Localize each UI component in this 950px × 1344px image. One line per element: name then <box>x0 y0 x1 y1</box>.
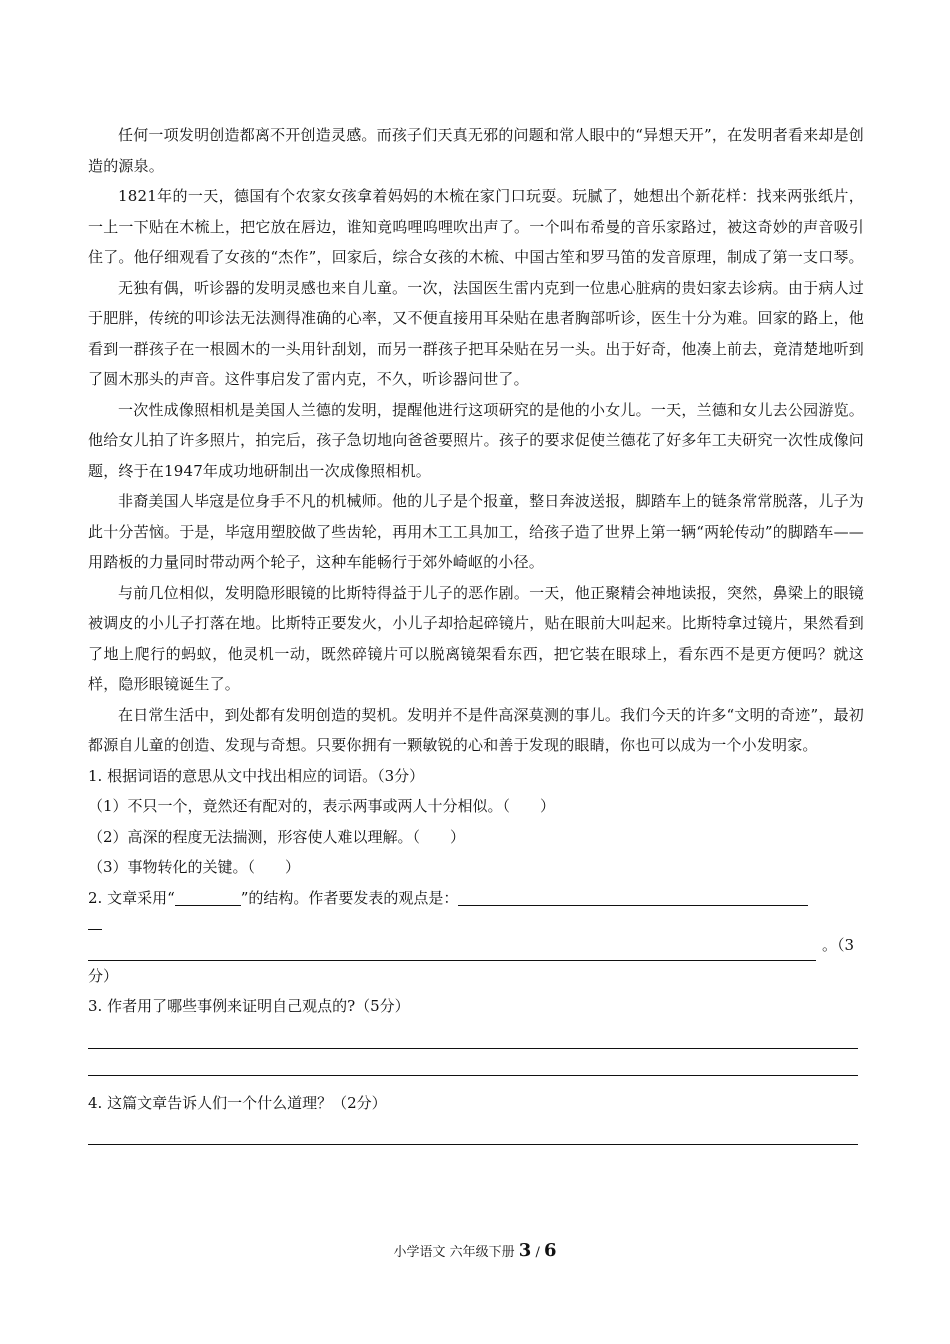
question-4-stem: 4. 这篇文章告诉人们一个什么道理？（2分） <box>88 1093 387 1112</box>
question-3-answer-line-2[interactable] <box>88 1049 858 1076</box>
document-body <box>88 120 864 1145</box>
paragraph-3: 无独有偶，听诊器的发明灵感也来自儿童。一次，法国医生雷内克到一位患心脏病的贵妇家去诊病。由于病人过于肥胖，传统的叩诊法无法测得准确的心率，又不便直接用耳朵贴在患者胸部听诊，医生十分为难。回家的路上，他看到一群孩子在一根圆木的一头用针刮划，而另一群孩子把耳朵贴在另一头。出于好奇，他凑上前去，竟清楚地听到了圆木那头的声音。这件事启发了雷内克，不久，听诊器问世了。 <box>88 278 864 388</box>
question-4-answer-line[interactable] <box>88 1118 858 1145</box>
question-2-stem <box>88 883 864 914</box>
page-number: 3 <box>518 1240 532 1261</box>
paragraph-7: 在日常生活中，到处都有发明创造的契机。发明并不是件高深莫测的事儿。我们今天的许多“文明的奇迹”，最初都源自儿童的创造、发现与奇想。只要你拥有一颗敏锐的心和善于发现的眼睛，你也可以成为一个小发明家。 <box>88 705 864 754</box>
question-2-before: 2. 文章采用“ <box>88 888 175 907</box>
page-total: 6 <box>543 1240 557 1261</box>
question-2-middle: ”的结构。作者要发表的观点是： <box>240 888 459 907</box>
question-2-structure-blank[interactable] <box>175 887 241 906</box>
paragraph-5: 非裔美国人毕寇是位身手不凡的机械师。他的儿子是个报童，整日奔波送报，脚踏车上的链条常常脱落，儿子为此十分苦恼。于是，毕寇用塑胶做了些齿轮，再用木工工具加工，给孩子造了世界上第一辆“两轮传动”的脚踏车——用踏板的力量同时带动两个轮子，这种车能畅行于郊外崎岖的小径。 <box>88 492 864 571</box>
question-1-item-1: （1）不只一个，竟然还有配对的，表示两事或两人十分相似。（ ） <box>88 797 556 815</box>
question-3-answer-line-1[interactable] <box>88 1022 858 1049</box>
paragraph-6: 与前几位相似，发明隐形眼镜的比斯特得益于儿子的恶作剧。一天，他正聚精会神地读报，突然，鼻梁上的眼镜被调皮的小儿子打落在地。比斯特正要发火，小儿子却拾起碎镜片，贴在眼前大叫起来。比斯特拿过镜片，果然看到了地上爬行的蚂蚁，他灵机一动，既然碎镜片可以脱离镜架看东西，把它装在眼球上，看东西不是更方便吗？就这样，隐形眼镜诞生了。 <box>88 583 864 693</box>
question-2-answer-row <box>88 930 864 961</box>
paragraph-1: 任何一项发明创造都离不开创造灵感。而孩子们天真无邪的问题和常人眼中的“异想天开”，在发明者看来却是创造的源泉。 <box>88 126 864 175</box>
question-3-stem: 3. 作者用了哪些事例来证明自己观点的?（5分） <box>88 997 410 1015</box>
question-2-answer-line[interactable] <box>88 940 816 961</box>
question-1-item-2: （2）高深的程度无法揣测，形容使人难以理解。（ ） <box>88 827 466 846</box>
question-2-tail: 分） <box>88 966 119 985</box>
footer-label: 小学语文 六年级下册 <box>393 1245 515 1260</box>
page-separator: / <box>531 1245 544 1260</box>
question-2-end: 。（3 <box>822 936 855 954</box>
paragraph-2: 1821年的一天，德国有个农家女孩拿着妈妈的木梳在家门口玩耍。玩腻了，她想出个新花样：找来两张纸片，一上一下贴在木梳上，把它放在唇边，谁知竟呜哩呜哩吹出声了。一个叫布希曼的音乐家路过，被这奇妙的声音吸引住了。他仔细观看了女孩的“杰作”，回家后，综合女孩的木梳、中国古笙和罗马笛的发音原理，制成了第一支口琴。 <box>88 187 864 266</box>
paragraph-4: 一次性成像照相机是美国人兰德的发明，提醒他进行这项研究的是他的小女儿。一天，兰德和女儿去公园游览。他给女儿拍了许多照片，拍完后，孩子急切地向爸爸要照片。孩子的要求促使兰德花了好多年工夫研究一次性成像问题，终于在1947年成功地研制出一次成像照相机。 <box>88 400 864 480</box>
question-2-viewpoint-blank[interactable] <box>458 887 808 906</box>
question-1-stem: 1. 根据词语的意思从文中找出相应的词语。（3分） <box>88 766 425 785</box>
question-1-item-3: （3）事物转化的关键。（ ） <box>88 858 301 876</box>
page-footer <box>0 1240 950 1261</box>
question-2-wrap-dash <box>88 913 102 930</box>
